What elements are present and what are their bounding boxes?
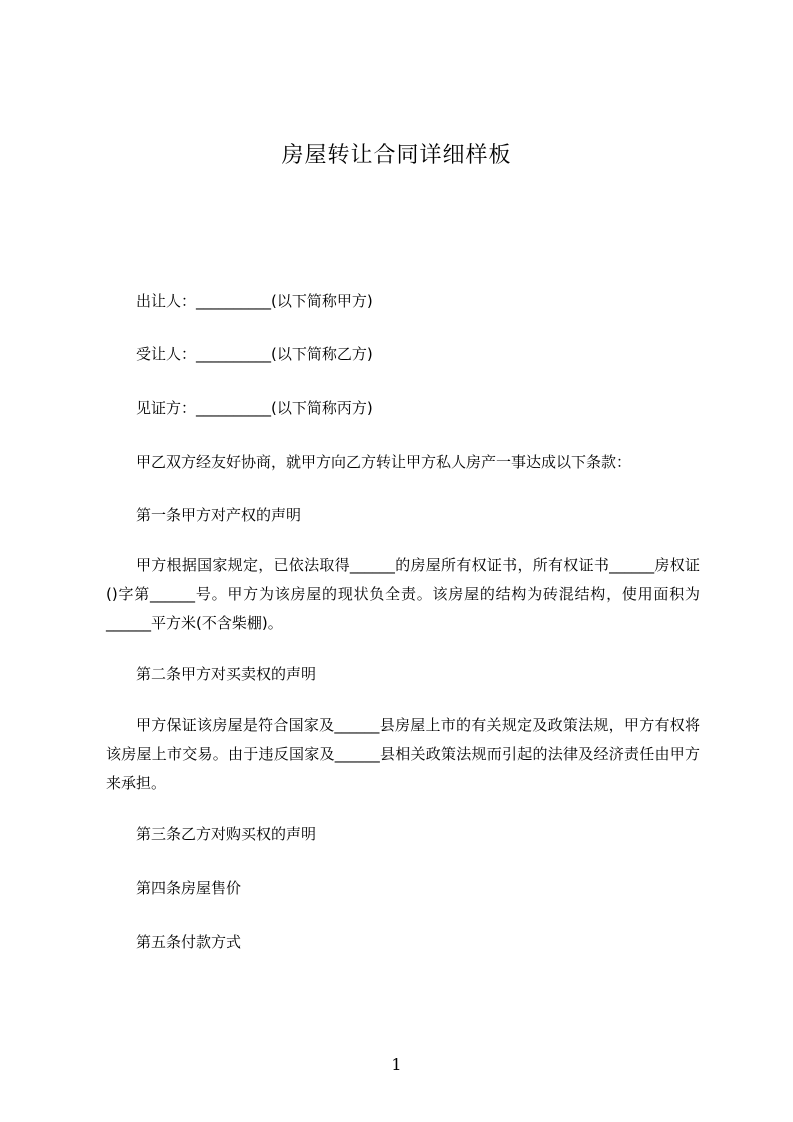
seller-line: 出让人：__________(以下简称甲方) (136, 292, 373, 310)
page-number: 1 (391, 1055, 402, 1074)
article-3-heading: 第三条乙方对购买权的声明 (136, 825, 317, 843)
article-2-body: 甲方保证该房屋是符合国家及______县房屋上市的有关规定及政策法规，甲方有权将该房屋上市交易。由于违反国家及______县相关政策法规而引起的法律及经济责任由甲方来承担。 (106, 716, 700, 792)
intro-paragraph: 甲乙双方经友好协商，就甲方向乙方转让甲方私人房产一事达成以下条款： (136, 453, 632, 471)
article-1-heading: 第一条甲方对产权的声明 (136, 506, 302, 524)
buyer-line: 受让人：__________(以下简称乙方) (136, 345, 373, 363)
document-title: 房屋转让合同详细样板 (281, 143, 512, 168)
article-4-heading: 第四条房屋售价 (136, 879, 242, 897)
witness-line: 见证方：__________(以下简称丙方) (136, 399, 373, 417)
article-5-heading: 第五条付款方式 (136, 933, 242, 951)
article-2-heading: 第二条甲方对买卖权的声明 (136, 665, 317, 683)
article-1-body: 甲方根据国家规定，已依法取得______的房屋所有权证书，所有权证书______房权证()字第______号。甲方为该房屋的现状负全责。该房屋的结构为砖混结构，使用面积为______平方米(不含柴棚)。 (106, 556, 700, 632)
